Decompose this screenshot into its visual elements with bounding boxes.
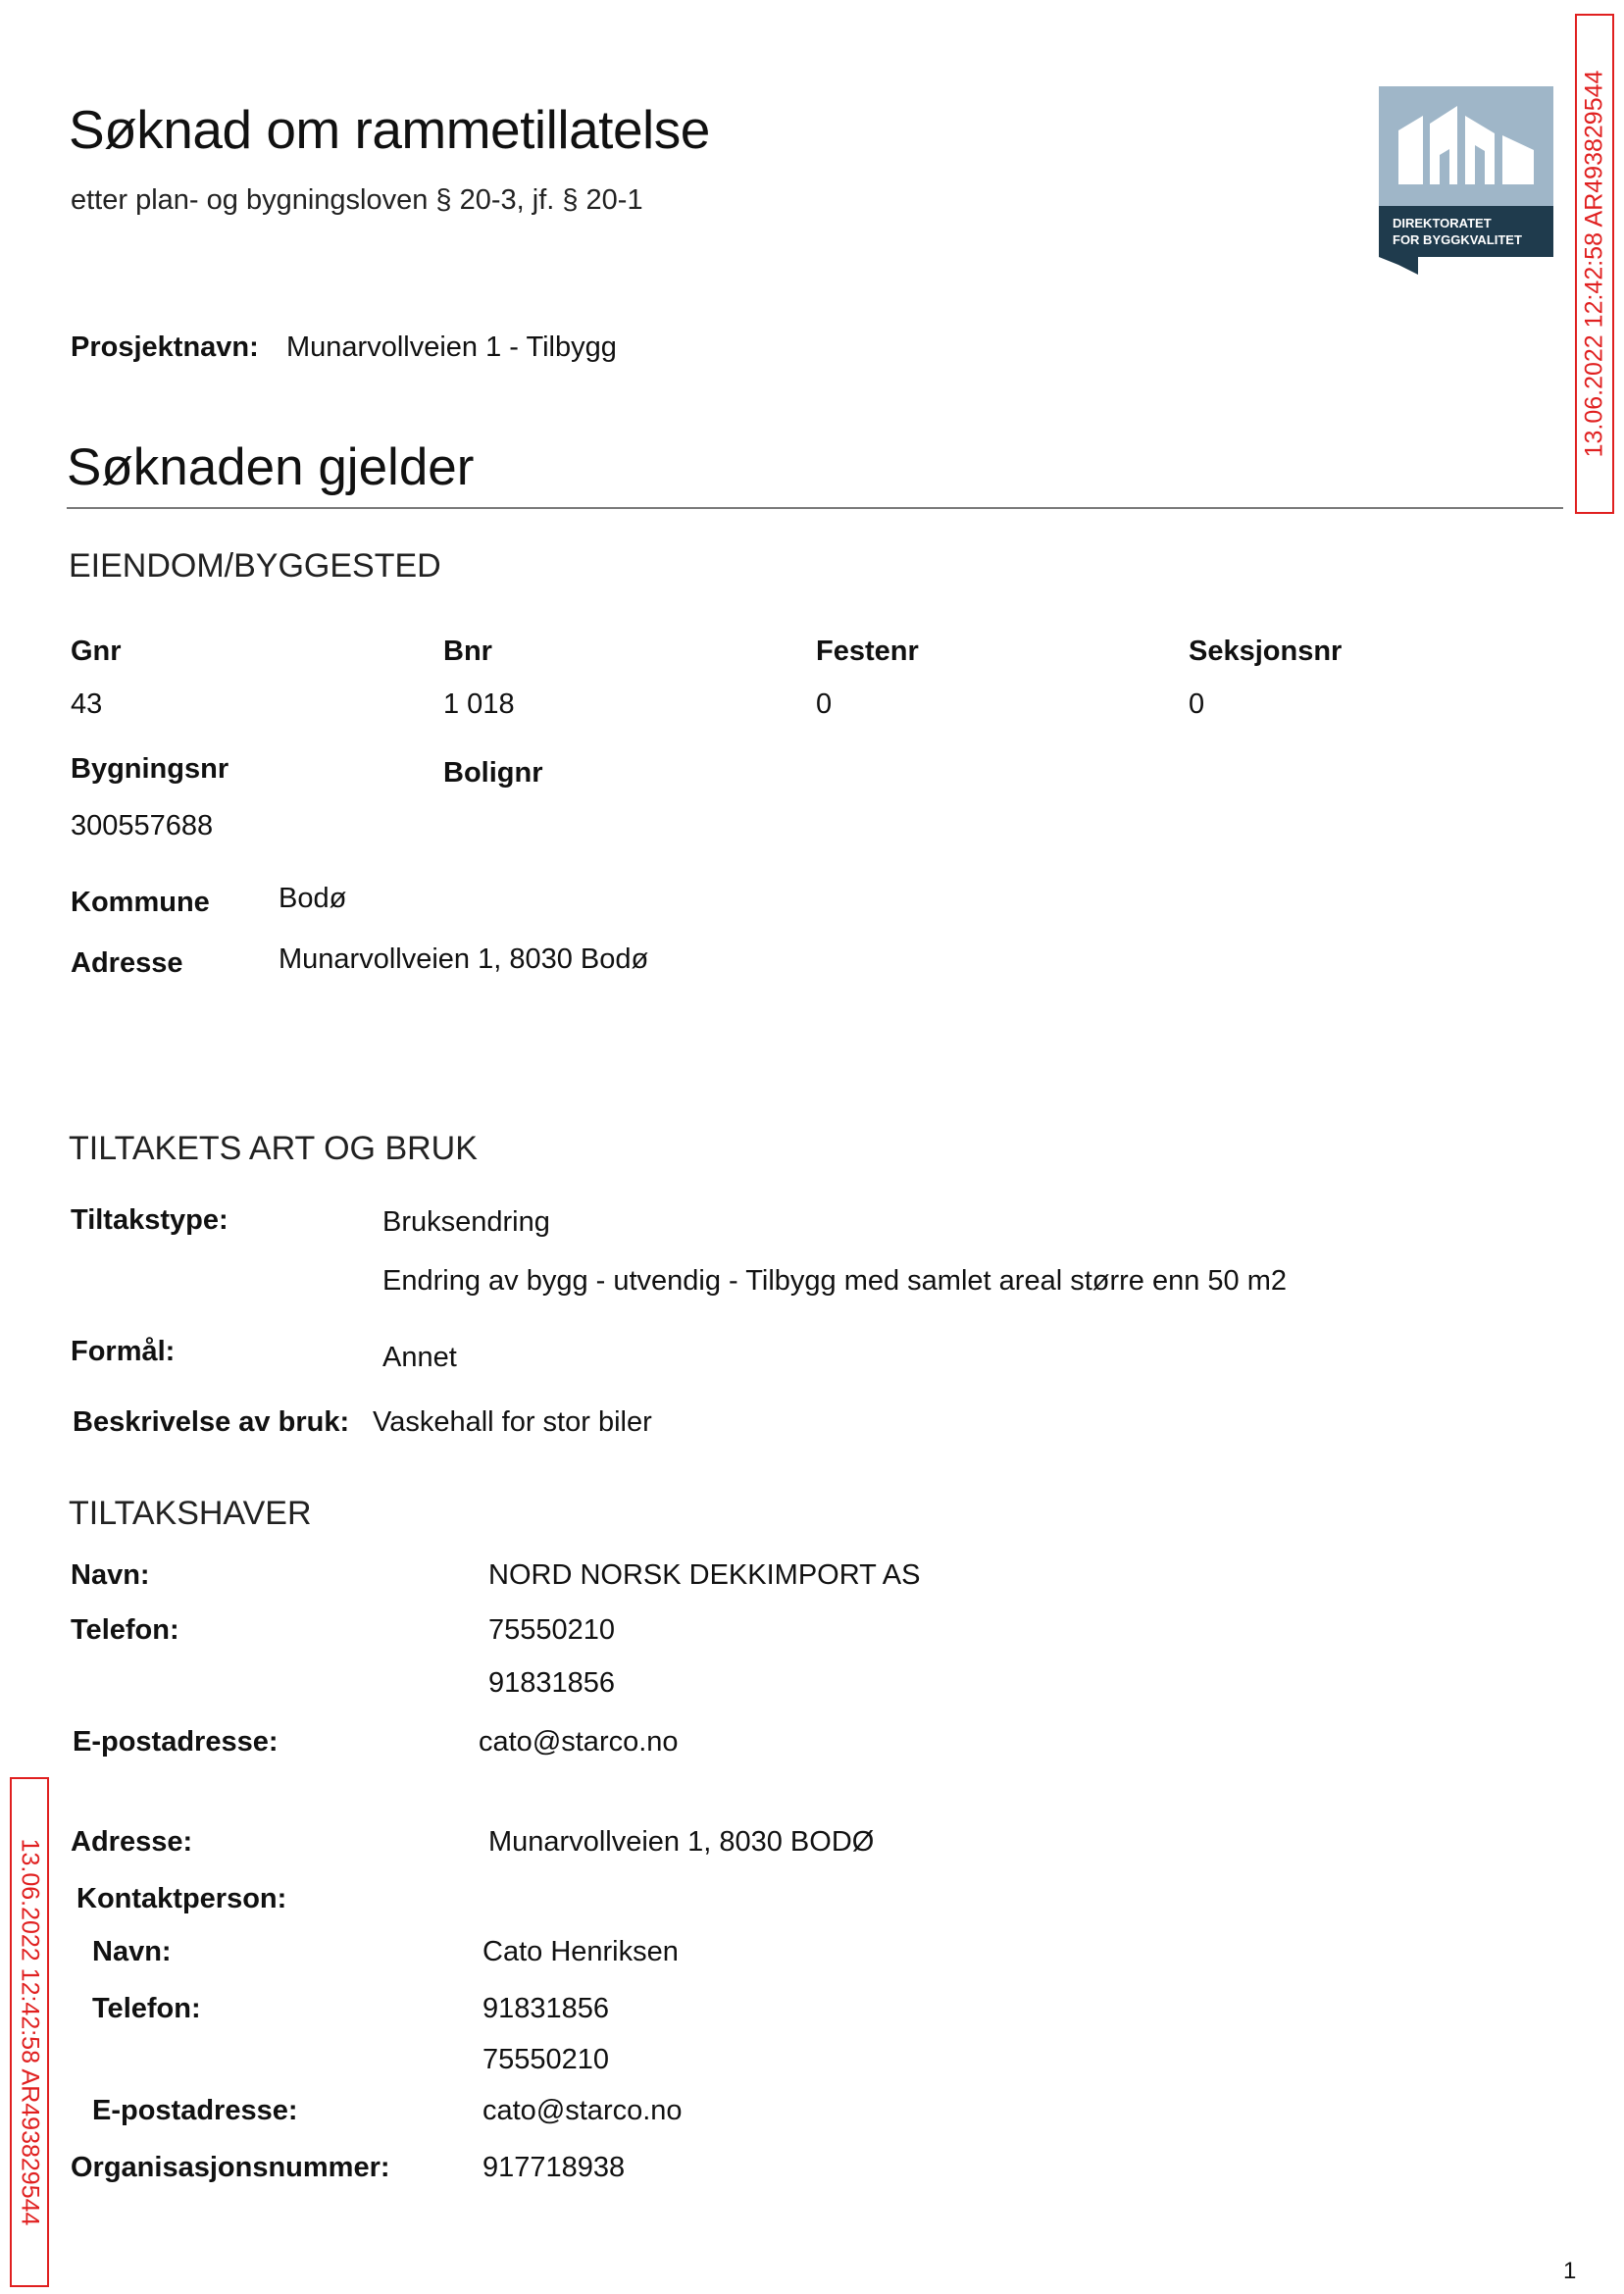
festenr-value: 0 [816,688,833,720]
festenr-label: Festenr [816,636,919,667]
th-navn-label: Navn: [71,1559,150,1591]
th-epost-label: E-postadresse: [73,1726,279,1758]
beskrivelse-value: Vaskehall for stor biler [373,1406,652,1438]
th-telefon-value-1: 75550210 [488,1614,616,1646]
kontaktperson-label: Kontaktperson: [76,1883,287,1914]
bygningsnr-value: 300557688 [71,810,214,841]
kp-telefon-value-2: 75550210 [482,2044,610,2075]
kp-navn-label: Navn: [92,1936,172,1967]
tiltakstype-value-1: Bruksendring [382,1206,550,1238]
org-label: Organisasjonsnummer: [71,2152,390,2183]
tiltakstype-value-2: Endring av bygg - utvendig - Tilbygg med samlet areal større enn 50 m2 [382,1265,1288,1297]
section-title: Søknaden gjelder [67,438,475,496]
bnr-value: 1 018 [443,688,515,720]
th-adresse-label: Adresse: [71,1826,193,1858]
document-title: Søknad om rammetillatelse [69,99,710,160]
tiltakshaver-heading: TILTAKSHAVER [69,1495,312,1532]
adresse-label: Adresse [71,947,183,979]
adresse-value: Munarvollveien 1, 8030 Bodø [279,943,649,975]
bnr-label: Bnr [443,636,492,667]
gnr-value: 43 [71,688,103,720]
th-telefon-label: Telefon: [71,1614,179,1646]
document-subtitle: etter plan- og bygningsloven § 20-3, jf. § 20-1 [71,184,643,216]
svg-text:DIREKTORATET: DIREKTORATET [1393,216,1492,230]
tiltak-heading: TILTAKETS ART OG BRUK [69,1130,478,1167]
kp-telefon-value-1: 91831856 [482,1993,610,2024]
seksjonsnr-label: Seksjonsnr [1189,636,1343,667]
page-number: 1 [1563,2258,1577,2284]
archive-stamp-bottom [10,1777,49,2287]
tiltakstype-label: Tiltakstype: [71,1204,228,1236]
archive-stamp-top [1575,14,1614,514]
kp-navn-value: Cato Henriksen [482,1936,679,1967]
th-navn-value: NORD NORSK DEKKIMPORT AS [488,1559,921,1591]
kommune-label: Kommune [71,887,210,918]
dibk-logo [1379,86,1553,275]
formal-label: Formål: [71,1336,176,1367]
th-adresse-value: Munarvollveien 1, 8030 BODØ [488,1826,875,1858]
kommune-value: Bodø [279,883,347,914]
kp-epost-label: E-postadresse: [92,2095,298,2126]
org-value: 917718938 [482,2152,626,2183]
archive-stamp-top-text: 13.06.2022 12:42:58 AR493829544 [1580,70,1608,458]
beskrivelse-label: Beskrivelse av bruk: [73,1406,350,1438]
project-name-label: Prosjektnavn: [71,331,259,363]
th-epost-value: cato@starco.no [479,1726,679,1758]
section-divider [67,507,1563,509]
seksjonsnr-value: 0 [1189,688,1205,720]
svg-text:FOR BYGGKVALITET: FOR BYGGKVALITET [1393,232,1522,247]
archive-stamp-bottom-text: 13.06.2022 12:42:58 AR493829544 [16,1838,44,2226]
gnr-label: Gnr [71,636,122,667]
kp-epost-value: cato@starco.no [482,2095,683,2126]
th-telefon-value-2: 91831856 [488,1667,616,1699]
project-name-value: Munarvollveien 1 - Tilbygg [286,331,617,363]
bolignr-label: Bolignr [443,757,543,789]
formal-value: Annet [382,1342,457,1373]
eiendom-heading: EIENDOM/BYGGESTED [69,547,441,585]
bygningsnr-label: Bygningsnr [71,753,229,785]
kp-telefon-label: Telefon: [92,1993,201,2024]
dibk-logo-graphic [1379,86,1553,275]
